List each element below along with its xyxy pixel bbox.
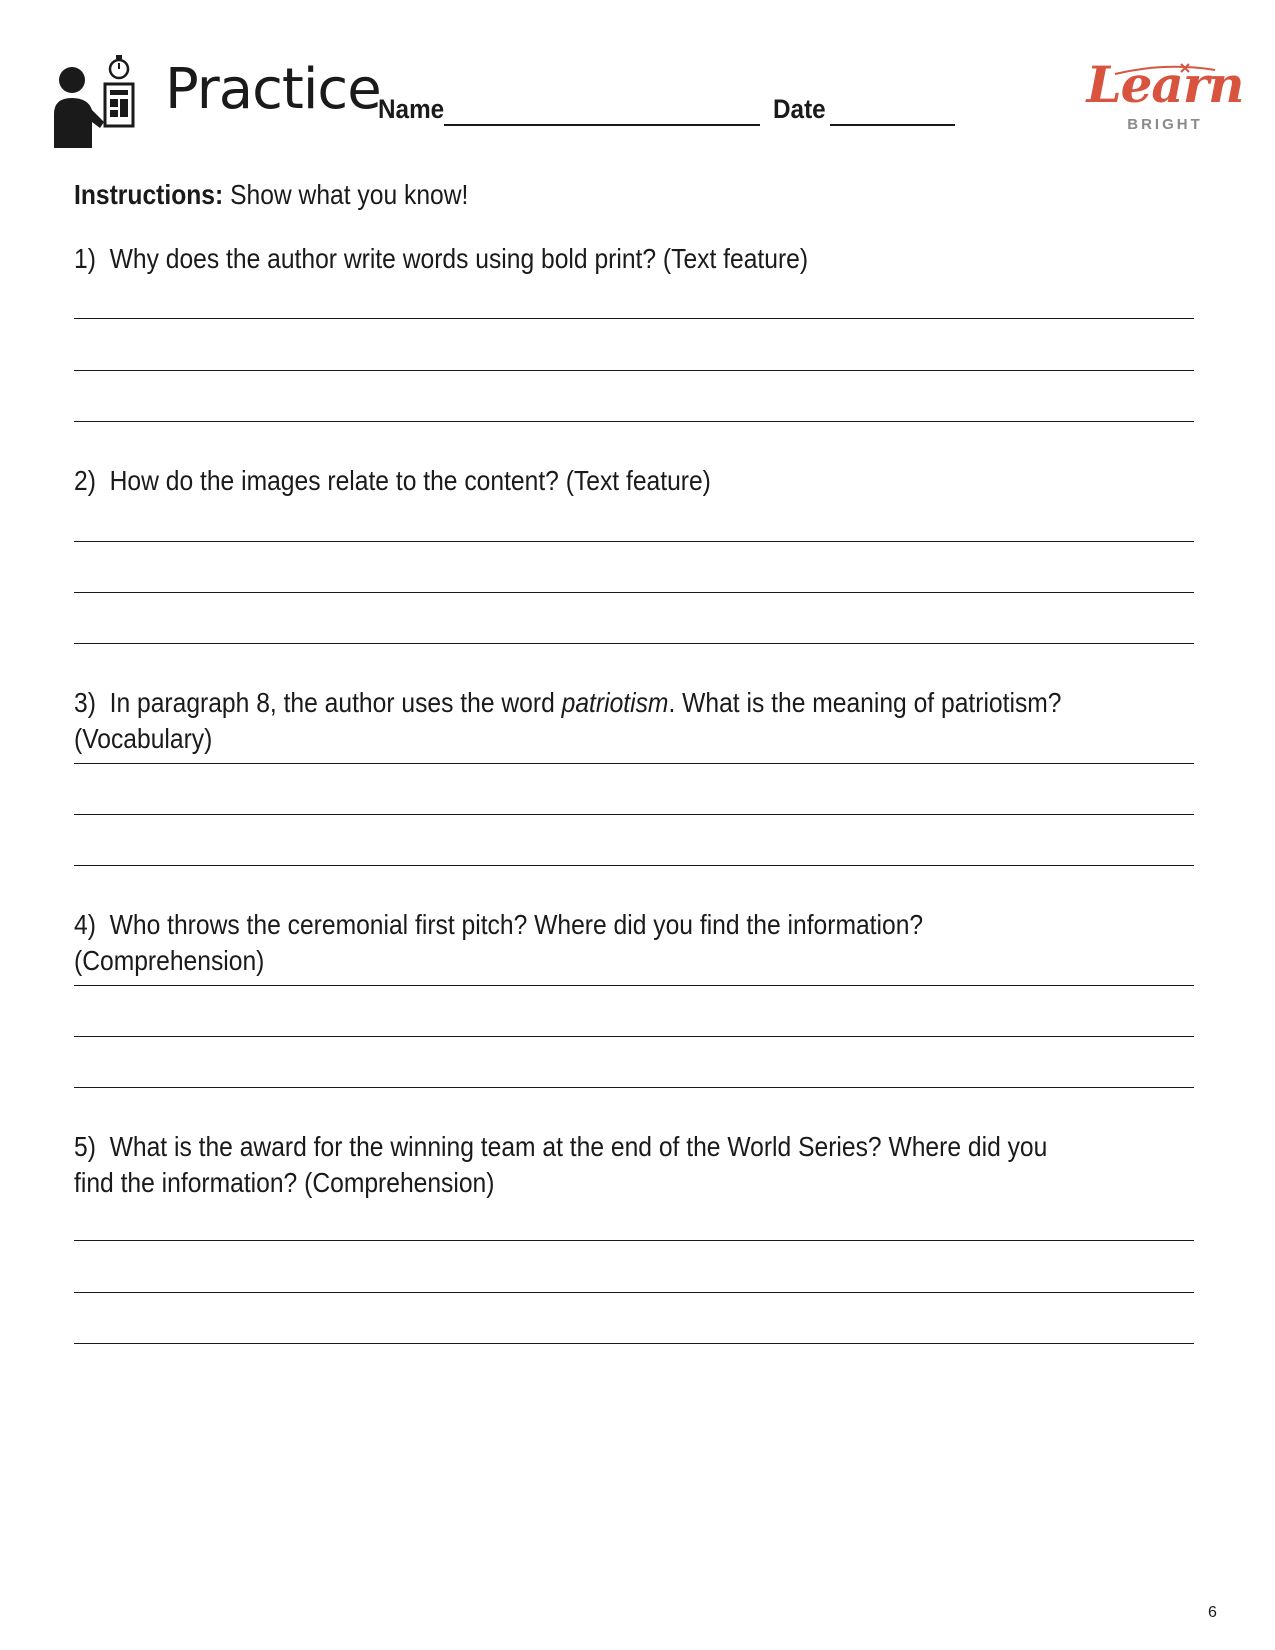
question-1 xyxy=(74,241,1104,277)
logo-word: Learn xyxy=(1086,55,1244,114)
answer-line-4-3[interactable] xyxy=(74,1087,1194,1088)
question-4 xyxy=(74,907,1104,979)
name-label: Name xyxy=(378,94,445,124)
instructions-label: Instructions: xyxy=(74,179,224,210)
question-text: What is the award for the winning team at the end of the World Series? Where did you find the information? (Comprehension) xyxy=(74,1131,1048,1198)
question-text: Who throws the ceremonial first pitch? Where did you find the information? (Comprehension) xyxy=(74,909,924,976)
name-field[interactable] xyxy=(444,124,760,126)
question-text-start: In paragraph 8, the author uses the word xyxy=(109,687,562,718)
answer-line-2-2[interactable] xyxy=(74,592,1194,593)
answer-line-1-3[interactable] xyxy=(74,421,1194,422)
answer-line-5-3[interactable] xyxy=(74,1343,1194,1344)
learn-bright-logo xyxy=(1085,55,1245,140)
question-text: Why does the author write words using bold print? (Text feature) xyxy=(109,243,809,274)
question-number: 3) xyxy=(74,687,96,718)
question-text-end: . What is the meaning of patriotism? (Vocabulary) xyxy=(74,687,1062,754)
logo-subtitle: BRIGHT xyxy=(1127,116,1203,133)
answer-line-5-1[interactable] xyxy=(74,1240,1194,1241)
question-number: 2) xyxy=(74,465,96,496)
date-label: Date xyxy=(773,94,826,124)
answer-line-2-1[interactable] xyxy=(74,541,1194,542)
date-field[interactable] xyxy=(830,124,955,126)
question-number: 4) xyxy=(74,909,96,940)
page-number: 6 xyxy=(1208,1604,1217,1621)
question-3 xyxy=(74,685,1104,757)
question-number: 1) xyxy=(74,243,96,274)
answer-line-1-2[interactable] xyxy=(74,370,1194,371)
question-text: How do the images relate to the content? (Text feature) xyxy=(109,465,711,496)
answer-line-1-1[interactable] xyxy=(74,318,1194,319)
page-title: Practice xyxy=(165,57,381,122)
teacher-presenting-icon xyxy=(52,52,142,152)
answer-line-5-2[interactable] xyxy=(74,1292,1194,1293)
answer-line-3-2[interactable] xyxy=(74,814,1194,815)
question-5 xyxy=(74,1129,1086,1201)
answer-line-2-3[interactable] xyxy=(74,643,1194,644)
instructions xyxy=(74,181,468,209)
instructions-text: Show what you know! xyxy=(230,179,469,210)
question-2 xyxy=(74,463,1104,499)
answer-line-3-1[interactable] xyxy=(74,763,1194,764)
vocabulary-word: patriotism xyxy=(561,687,669,718)
answer-line-4-1[interactable] xyxy=(74,985,1194,986)
answer-line-3-3[interactable] xyxy=(74,865,1194,866)
question-number: 5) xyxy=(74,1131,96,1162)
answer-line-4-2[interactable] xyxy=(74,1036,1194,1037)
